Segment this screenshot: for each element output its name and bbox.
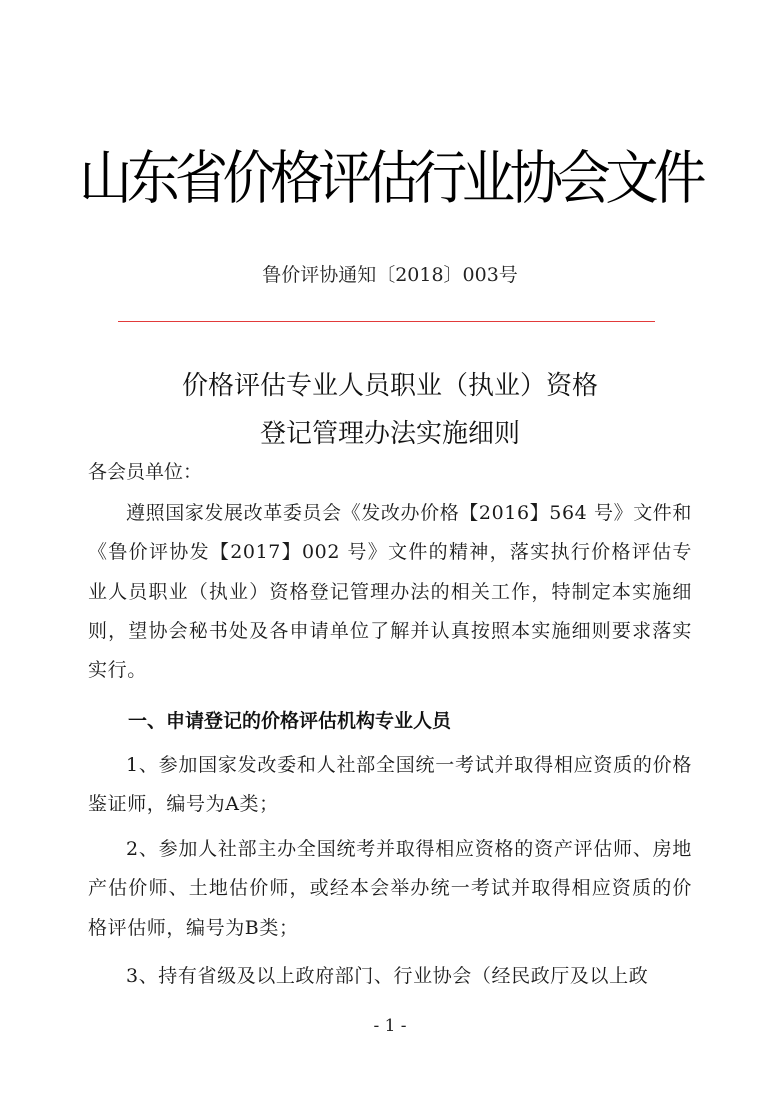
document-title-line1: 价格评估专业人员职业（执业）资格 — [181, 371, 598, 401]
list-item-3: 3、持有省级及以上政府部门、行业协会（经民政厅及以上政 — [126, 965, 649, 987]
section-heading-1: 一、申请登记的价格评估机构专业人员 — [128, 710, 452, 732]
salutation: 各会员单位： — [88, 461, 203, 483]
document-title-line2: 登记管理办法实施细则 — [259, 419, 520, 449]
list-item-1: 1、参加国家发改委和人社部全国统一考试并取得相应资质的价格鉴证师，编号为A类； — [88, 754, 692, 816]
list-item-2: 2、参加人社部主办全国统考并取得相应资格的资产评估师、房地产估价师、土地估价师，或经本会举办统一考试并取得相应资质的价格评估师，编号为B类； — [88, 838, 692, 939]
page-number: - 1 - — [373, 1016, 407, 1036]
red-divider — [118, 321, 655, 322]
document-number: 鲁价评协通知〔2018〕003号 — [262, 264, 518, 286]
document-header: 山东省价格评估行业协会文件 — [79, 144, 701, 212]
intro-paragraph: 遵照国家发展改革委员会《发改办价格【2016】564 号》文件和《鲁价评协发【2017】002 号》文件的精神，落实执行价格评估专业人员职业（执业）资格登记管理办法的相关工作，特制定本实施细则，望协会秘书处及各申请单位了解并认真按照本实施细则要求落实实行。 — [88, 502, 692, 682]
